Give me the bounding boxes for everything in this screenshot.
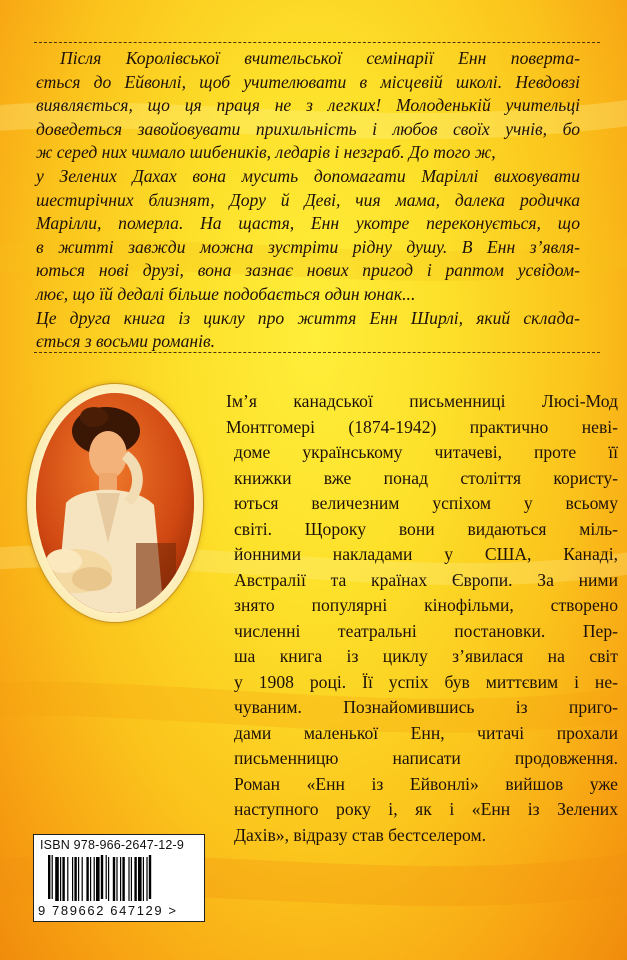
bio-line: дами маленької Енн, читачі прохали — [234, 722, 618, 743]
barcode-bar — [90, 857, 91, 901]
synopsis-line: лює, що їй дедалі більше подобається один юнак... — [36, 283, 416, 304]
barcode-bar — [86, 857, 88, 901]
author-biography — [226, 389, 618, 848]
synopsis-line: ються нові друзі, вона зазнає нових пригод і раптом усвідом- — [36, 260, 580, 281]
barcode-bar — [113, 857, 115, 901]
author-portrait — [27, 384, 203, 622]
top-dashed-divider — [34, 42, 600, 43]
barcode-bar — [62, 857, 64, 901]
synopsis-line: ж серед них чимало шибеників, ледарів і незграб. До того ж, — [36, 142, 496, 163]
bio-line: ша книга із циклу з’явилася на світ — [234, 646, 618, 666]
barcode-bar — [101, 855, 103, 899]
portrait-photo — [36, 393, 194, 613]
synopsis-line: в житті завжди можна зустріти рідну душу. В Енн з’явля- — [36, 236, 580, 257]
bio-line: Австралії та країнах Європи. За ними — [234, 569, 618, 590]
bio-line: знято популярні кінофільми, створено — [234, 595, 618, 615]
synopsis-paragraph — [36, 47, 580, 354]
barcode-bar — [48, 855, 50, 899]
barcode-bar — [60, 857, 61, 901]
barcode-bar — [131, 857, 132, 901]
barcode-bar — [108, 857, 109, 901]
barcode-bar — [149, 855, 151, 899]
barcode-bar — [134, 857, 136, 901]
synopsis-line: ється з восьми романів. — [36, 331, 216, 352]
bio-line: Роман «Енн із Ейвонлі» вийшов уже — [234, 773, 618, 794]
barcode-digits: 9 789662 647129 > — [38, 903, 178, 918]
barcode-bar — [116, 857, 117, 901]
synopsis-line: доведеться завойовувати прихильність і любов своїх учнів, бо — [36, 118, 580, 139]
isbn-barcode — [33, 834, 205, 922]
bio-line: наступного року і, як і «Енн із Зелених — [234, 799, 618, 819]
bio-line: Дахів», відразу став бестселером. — [234, 824, 487, 845]
synopsis-line: Марілли, померла. На щастя, Енн укотре переконується, що — [36, 213, 580, 234]
bio-line: письменницю написати продовження. — [234, 748, 618, 768]
barcode-bar — [78, 857, 79, 901]
bio-line: йонними накладами у США, Канаді, — [234, 544, 618, 564]
bio-line: Монтгомері (1874-1942) практично неві- — [226, 416, 618, 437]
synopsis-line: шестирічних близнят, Дору й Деві, чия мама, далека родичка — [36, 189, 580, 210]
barcode-bar — [94, 857, 95, 901]
barcode-bar — [52, 855, 53, 899]
barcode-bar — [67, 857, 68, 901]
barcode-bar — [143, 857, 144, 901]
barcode-bar — [128, 857, 129, 901]
barcode-bar — [72, 857, 73, 901]
barcode-bars — [48, 855, 194, 901]
bio-line: у 1908 році. Її успіх був миттєвим і не- — [234, 671, 618, 692]
bio-line: доме українському читачеві, проте її — [234, 442, 618, 462]
synopsis-line: у Зелених Дахах вона мусить допомагати Маріллі виховувати — [36, 165, 580, 186]
bio-line: книжки вже понад століття користу- — [234, 467, 618, 488]
barcode-bar — [146, 857, 147, 901]
bio-line: Ім’я канадської письменниці Люсі-Мод — [226, 391, 618, 411]
barcode-bar — [106, 855, 107, 899]
barcode-bar — [55, 857, 59, 901]
middle-dashed-divider — [34, 352, 600, 353]
synopsis-line: Після Королівської вчительської семінарії Енн поверта- — [60, 48, 580, 68]
barcode-bar — [82, 857, 83, 901]
bio-line: світі. Щороку вони видаються міль- — [234, 518, 618, 539]
barcode-bar — [74, 857, 76, 901]
synopsis-line: Це друга книга із циклу про життя Енн Ширлі, який склада- — [36, 307, 580, 328]
bio-line: ються величезним успіхом у всьому — [234, 493, 618, 513]
synopsis-line: ється до Ейвонлі, щоб учителювати в місцевій школі. Невдовзі — [36, 71, 580, 92]
barcode-bar — [122, 857, 124, 901]
bio-line: численні театральні постановки. Пер- — [234, 620, 618, 641]
synopsis-line: виявляється, що ця праця не з легких! Молоденькій учительці — [36, 95, 580, 116]
isbn-label: ISBN 978-966-2647-12-9 — [40, 838, 185, 852]
bio-line: чуваним. Познайомившись із приго- — [234, 697, 618, 717]
barcode-bar — [138, 857, 142, 901]
barcode-bar — [120, 857, 121, 901]
barcode-bar — [96, 857, 100, 901]
